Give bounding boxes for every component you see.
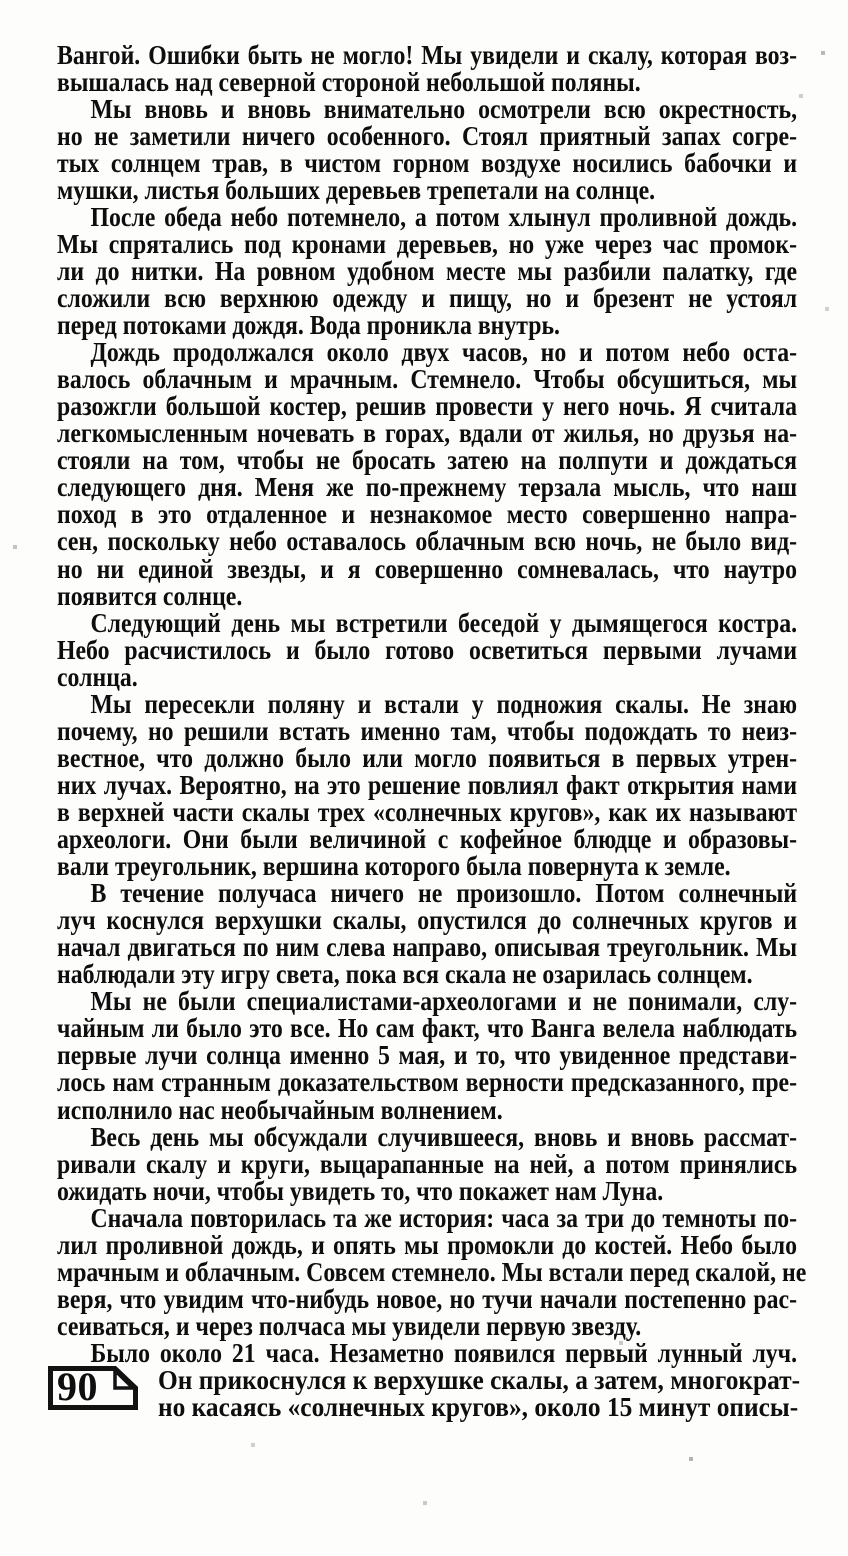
text-line: стояли на том, чтобы не бросать затею на полпути и дождаться [57, 445, 798, 476]
text-line: почему, но решили встать именно там, чтобы подождать то неиз- [57, 715, 798, 746]
text-line: ожидать ночи, чтобы увидеть то, что покажет нам Луна. [57, 1175, 664, 1206]
text-line: наблюдали эту игру света, пока вся скала не озарилась солнцем. [57, 959, 753, 990]
text-line: появится солнце. [57, 580, 243, 611]
text-line: сеиваться, и через полчаса мы увидели первую звезду. [57, 1310, 642, 1341]
text-line: вышалась над северной стороной небольшой поляны. [57, 66, 641, 97]
text-line: перед потоками дождя. Вода проникла внутрь. [57, 310, 560, 340]
text-line: них лучах. Вероятно, на это решение повлиял факт открытия нами [57, 769, 798, 800]
text-line: но ни единой звезды, и я совершенно сомневалась, что наутро [57, 553, 798, 584]
text-line: лил проливной дождь, и опять мы промокли до костей. Небо было [57, 1229, 798, 1260]
text-line: но не заметили ничего особенного. Стоял приятный запах согре- [57, 120, 798, 151]
text-line: После обеда небо потемнело, а потом хлынул проливной дождь. [90, 201, 798, 232]
text-line: разожгли большой костер, решив провести у него ночь. Я считала [57, 391, 798, 422]
text-line: Мы вновь и вновь внимательно осмотрели всю окрестность, [90, 93, 798, 124]
text-line: вали треугольник, вершина которого была повернута к земле. [57, 851, 731, 881]
text-line: Мы спрятались под кронами деревьев, но уже через час промок- [57, 228, 798, 259]
text-line: исполнило нас необычайным волнением. [57, 1094, 503, 1125]
text-line: мрачным и облачным. Совсем стемнело. Мы встали перед скалой, не [57, 1256, 807, 1287]
text-line: валось облачным и мрачным. Стемнело. Чтобы обсушиться, мы [57, 364, 798, 395]
text-line: сен, поскольку небо оставалось облачным всю ночь, не было вид- [57, 526, 798, 557]
text-line: Следующий день мы встретили беседой у дымящегося костра. [90, 607, 798, 638]
text-line: В течение получаса ничего не произошло. Потом солнечный [90, 878, 798, 909]
text-line: Было около 21 часа. Незаметно появился первый лунный луч. [90, 1337, 798, 1368]
text-line: сложили всю верхнюю одежду и пищу, но и брезент не устоял [57, 283, 798, 313]
text-line: Вангой. Ошибки быть не могло! Мы увидели и скалу, которая воз- [57, 39, 798, 70]
page-number: 90 [57, 1364, 98, 1410]
text-line: первые лучи солнца именно 5 мая, и то, что увиденное представи- [57, 1040, 798, 1071]
text-line: Он прикоснулся к верхушке скалы, а затем, многократ- [158, 1365, 801, 1395]
text-line: в верхней части скалы трех «солнечных кругов», как их называют [57, 796, 798, 827]
text-line: Дождь продолжался около двух часов, но и потом небо оста- [90, 337, 798, 368]
text-line: Мы пересекли поляну и встали у подножия скалы. Не знаю [90, 688, 798, 719]
text-line: чайным ли было это все. Но сам факт, что Ванга велела наблюдать [57, 1013, 798, 1044]
text-line: начал двигаться по ним слева направо, описывая треугольник. Мы [57, 932, 798, 963]
text-line: луч коснулся верхушки скалы, опустился до солнечных кругов и [57, 905, 798, 936]
text-line: Весь день мы обсуждали случившееся, вновь и вновь рассмат- [90, 1121, 798, 1152]
text-line: легкомысленным ночевать в горах, вдали от жилья, но друзья на- [57, 418, 798, 449]
page-number-badge [48, 1366, 138, 1410]
text-line: Мы не были специалистами-археологами и не понимали, слу- [90, 986, 798, 1017]
text-line: тых солнцем трав, в чистом горном воздухе носились бабочки и [57, 147, 798, 178]
text-line: археологи. Они были величиной с кофейное блюдце и образовы- [57, 824, 798, 854]
text-line: веря, что увидим что-нибудь новое, но тучи начали постепенно рас- [57, 1283, 798, 1314]
text-line: следующего дня. Меня же по-прежнему терзала мысль, что наш [57, 472, 798, 503]
text-line: Сначала повторилась та же история: часа за три до темноты по- [90, 1202, 798, 1233]
text-line: поход в это отдаленное и незнакомое место совершенно напра- [57, 499, 798, 530]
text-line: вестное, что должно было или могло появиться в первых утрен- [57, 742, 798, 773]
text-line: солнца. [57, 661, 138, 692]
text-line: ривали скалу и круги, выцарапанные на ней, а потом принялись [57, 1148, 798, 1179]
text-line: но касаясь «солнечных кругов», около 15 минут описы- [158, 1392, 799, 1422]
text-line: Небо расчистилось и было готово осветиться первыми лучами [57, 634, 798, 665]
text-line: ли до нитки. На ровном удобном месте мы разбили палатку, где [57, 255, 798, 286]
text-line: лось нам странным доказательством верности предсказанного, пре- [57, 1067, 798, 1098]
text-line: мушки, листья больших деревьев трепетали на солнце. [57, 174, 656, 205]
